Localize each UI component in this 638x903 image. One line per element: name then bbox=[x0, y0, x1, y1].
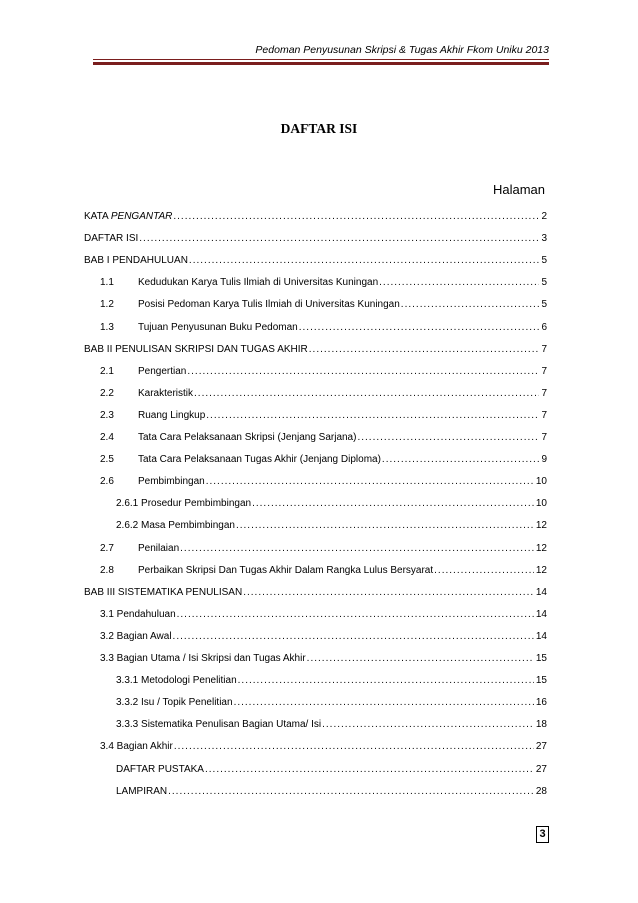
toc-entry[interactable] bbox=[84, 343, 547, 356]
toc-entry[interactable] bbox=[100, 365, 547, 378]
toc-entry-page: 2 bbox=[541, 211, 547, 222]
toc-entry-label: KATA PENGANTAR bbox=[84, 211, 173, 222]
toc-entry-number: 2.1 bbox=[100, 365, 114, 377]
toc-entry-label: Pengertian bbox=[138, 365, 187, 377]
toc-leader-dots bbox=[206, 409, 539, 422]
toc-entry[interactable] bbox=[100, 387, 547, 400]
toc-entry-page: 14 bbox=[535, 630, 547, 642]
header-rule-thin bbox=[93, 59, 549, 60]
toc-entry-number: 2.3 bbox=[100, 409, 114, 421]
toc-entry-label: 3.3 Bagian Utama / Isi Skripsi dan Tugas Akhir bbox=[100, 653, 306, 664]
toc-leader-dots bbox=[382, 453, 540, 466]
toc-entry[interactable] bbox=[100, 298, 547, 311]
toc-entry-page: 16 bbox=[535, 697, 547, 709]
toc-leader-dots bbox=[168, 785, 534, 798]
toc-entry[interactable] bbox=[100, 630, 547, 643]
toc-entry-page: 15 bbox=[535, 675, 547, 687]
toc-leader-dots bbox=[180, 542, 534, 555]
toc-leader-dots bbox=[238, 674, 534, 687]
toc-entry-label: Karakteristik bbox=[138, 387, 194, 399]
toc-leader-dots bbox=[434, 564, 534, 577]
toc-leader-dots bbox=[177, 608, 534, 621]
toc-entry-page: 27 bbox=[535, 741, 547, 753]
toc-entry-label: Pembimbingan bbox=[138, 476, 205, 488]
toc-entry-label: 3.1 Pendahuluan bbox=[100, 608, 176, 620]
toc-entry-number: 2.4 bbox=[100, 432, 114, 443]
toc-entry-label: DAFTAR PUSTAKA bbox=[116, 763, 204, 775]
toc-entry-label: 2.6.1 Prosedur Pembimbingan bbox=[116, 498, 252, 510]
toc-entry[interactable] bbox=[100, 475, 547, 488]
toc-entry[interactable] bbox=[100, 453, 547, 466]
toc-entry[interactable] bbox=[100, 542, 547, 555]
toc-entry-page: 5 bbox=[541, 277, 547, 289]
toc-entry[interactable] bbox=[116, 674, 547, 687]
toc-entry[interactable] bbox=[84, 232, 547, 245]
toc-entry-label: Tata Cara Pelaksanaan Tugas Akhir (Jenjang Diploma) bbox=[138, 454, 381, 466]
page-title: DAFTAR ISI bbox=[280, 121, 358, 136]
toc-entry-page: 3 bbox=[541, 233, 547, 245]
toc-entry[interactable] bbox=[116, 696, 547, 709]
toc-entry-number: 1.2 bbox=[100, 299, 114, 311]
toc-entry[interactable] bbox=[100, 652, 547, 665]
toc-entry-page: 7 bbox=[541, 387, 547, 399]
toc-entry-page: 7 bbox=[541, 409, 547, 421]
toc-entry-label: BAB I PENDAHULUAN bbox=[84, 255, 188, 267]
toc-entry-page: 7 bbox=[541, 365, 547, 377]
toc-entry-label: Ruang Lingkup bbox=[138, 409, 206, 421]
toc-entry-page: 7 bbox=[541, 432, 547, 443]
toc-entry-label: 2.6.2 Masa Pembimbingan bbox=[116, 520, 235, 532]
toc-entry-number: 1.3 bbox=[100, 321, 114, 333]
toc-entry-page: 9 bbox=[541, 454, 547, 466]
toc-leader-dots bbox=[299, 321, 540, 334]
toc-entry[interactable] bbox=[84, 210, 547, 223]
toc-entry-page: 7 bbox=[541, 343, 547, 355]
toc-entry-page: 12 bbox=[535, 520, 547, 532]
toc-entry-page: 15 bbox=[535, 653, 547, 664]
toc-entry[interactable] bbox=[116, 718, 547, 731]
toc-entry-label: 3.2 Bagian Awal bbox=[100, 630, 172, 642]
toc-entry-label: Penilaian bbox=[138, 542, 180, 554]
toc-entry[interactable] bbox=[116, 763, 547, 776]
toc-entry-number: 2.8 bbox=[100, 564, 114, 576]
toc-entry-page: 28 bbox=[535, 785, 547, 797]
toc-leader-dots bbox=[307, 652, 534, 665]
toc-entry-label: LAMPIRAN bbox=[116, 785, 168, 797]
toc-entry-page: 18 bbox=[535, 719, 547, 731]
toc-leader-dots bbox=[205, 763, 534, 776]
toc-entry[interactable] bbox=[100, 276, 547, 289]
toc-entry-label: Posisi Pedoman Karya Tulis Ilmiah di Universitas Kuningan bbox=[138, 299, 400, 311]
toc-entry-label: Tata Cara Pelaksanaan Skripsi (Jenjang Sarjana) bbox=[138, 432, 357, 443]
toc-entry[interactable] bbox=[84, 586, 547, 599]
toc-entry-page: 6 bbox=[541, 321, 547, 333]
page-number: 3 bbox=[536, 826, 549, 843]
toc-entry-page: 10 bbox=[535, 498, 547, 510]
toc-leader-dots bbox=[322, 718, 534, 731]
toc-entry[interactable] bbox=[116, 497, 547, 510]
toc-leader-dots bbox=[187, 365, 539, 378]
toc-entry-label: DAFTAR ISI bbox=[84, 233, 139, 245]
toc-entry-label: BAB II PENULISAN SKRIPSI DAN TUGAS AKHIR bbox=[84, 343, 308, 355]
toc-leader-dots bbox=[243, 586, 534, 599]
toc-entry-number: 2.6 bbox=[100, 476, 114, 488]
toc-entry-page: 14 bbox=[535, 608, 547, 620]
toc-entry-label: BAB III SISTEMATIKA PENULISAN bbox=[84, 586, 243, 598]
halaman-label: Halaman bbox=[492, 182, 545, 197]
toc-leader-dots bbox=[189, 254, 540, 267]
toc-entry-label: Kedudukan Karya Tulis Ilmiah di Universitas Kuningan bbox=[138, 277, 379, 289]
toc-entry-page: 27 bbox=[535, 763, 547, 775]
toc-entry-page: 10 bbox=[535, 476, 547, 488]
toc-leader-dots bbox=[401, 298, 540, 311]
toc-leader-dots bbox=[173, 630, 534, 643]
toc-leader-dots bbox=[194, 387, 539, 400]
toc-leader-dots bbox=[174, 740, 534, 753]
toc-entry[interactable] bbox=[100, 431, 547, 444]
toc-entry-label: Tujuan Penyusunan Buku Pedoman bbox=[138, 321, 298, 333]
toc-entry[interactable] bbox=[100, 564, 547, 577]
toc-entry[interactable] bbox=[100, 608, 547, 621]
toc-leader-dots bbox=[309, 343, 540, 356]
toc-entry-label: 3.3.1 Metodologi Penelitian bbox=[116, 675, 237, 687]
toc-leader-dots bbox=[206, 475, 534, 488]
header-rule-thick bbox=[93, 62, 549, 65]
toc-entry-label: 3.3.2 Isu / Topik Penelitian bbox=[116, 697, 233, 709]
toc-entry-number: 2.2 bbox=[100, 387, 114, 399]
toc-entry-page: 5 bbox=[541, 299, 547, 311]
toc-leader-dots bbox=[252, 497, 534, 510]
toc-leader-dots bbox=[379, 276, 539, 289]
toc-entry[interactable] bbox=[100, 740, 547, 753]
toc-entry[interactable] bbox=[100, 321, 547, 334]
toc-entry-label: 3.3.3 Sistematika Penulisan Bagian Utama/ Isi bbox=[116, 719, 322, 731]
toc-entry-page: 12 bbox=[535, 542, 547, 554]
toc-entry-number: 1.1 bbox=[100, 277, 114, 289]
toc-leader-dots bbox=[139, 232, 539, 245]
toc-entry-label: Perbaikan Skripsi Dan Tugas Akhir Dalam Rangka Lulus Bersyarat bbox=[138, 564, 434, 576]
toc-entry-label: 3.4 Bagian Akhir bbox=[100, 741, 173, 753]
toc-entry[interactable] bbox=[116, 519, 547, 532]
toc-entry-page: 12 bbox=[535, 564, 547, 576]
toc-leader-dots bbox=[173, 210, 539, 223]
toc-leader-dots bbox=[357, 431, 539, 444]
toc-entry-page: 5 bbox=[541, 255, 547, 267]
toc-leader-dots bbox=[234, 696, 534, 709]
toc-entry-page: 14 bbox=[535, 586, 547, 598]
toc-leader-dots bbox=[236, 519, 534, 532]
toc-entry[interactable] bbox=[84, 254, 547, 267]
running-header: Pedoman Penyusunan Skripsi & Tugas Akhir Fkom Uniku 2013 bbox=[255, 44, 549, 56]
toc-entry[interactable] bbox=[116, 785, 547, 798]
toc-entry[interactable] bbox=[100, 409, 547, 422]
toc-entry-number: 2.7 bbox=[100, 542, 114, 554]
toc-entry-number: 2.5 bbox=[100, 454, 114, 466]
